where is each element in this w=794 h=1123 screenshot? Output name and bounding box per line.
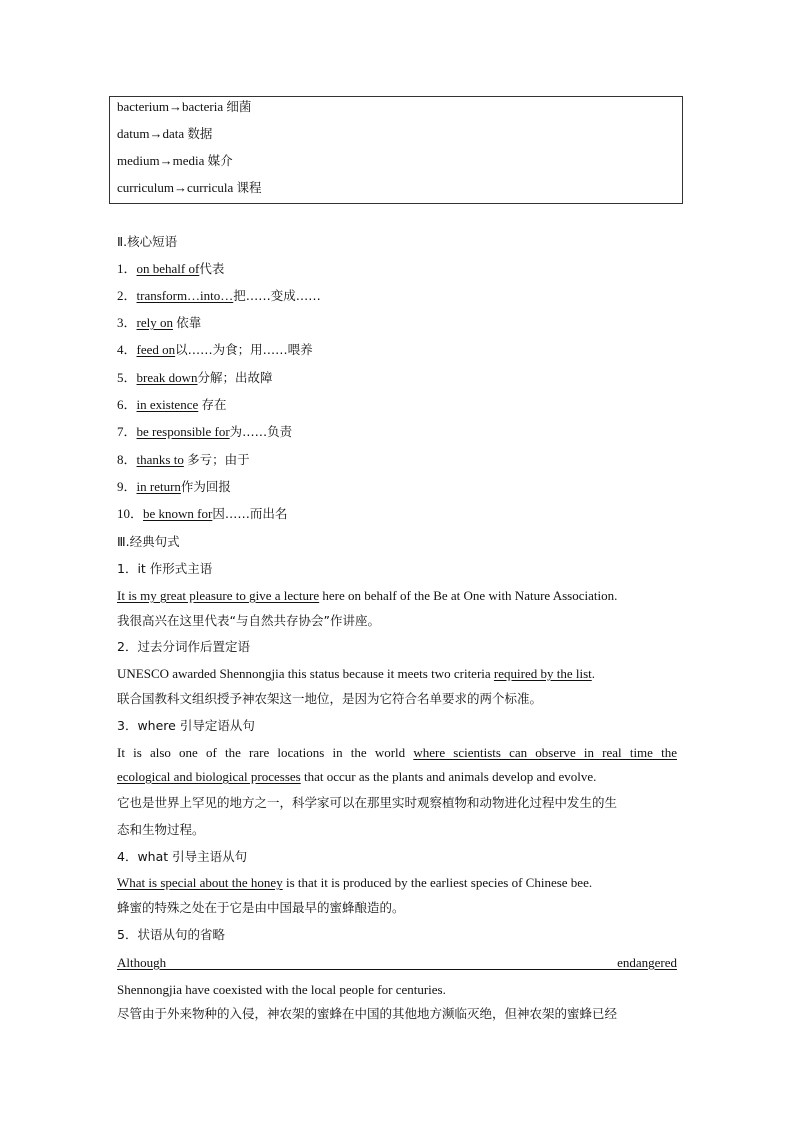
phrase-number: 4． xyxy=(117,342,137,357)
sentence-text: here on behalf of the Be at One with Nature Association. xyxy=(319,588,618,603)
vocab-cn: 细菌 xyxy=(226,99,252,114)
vocab-item xyxy=(117,178,262,198)
sentence-underlined: ecological and biological processes xyxy=(117,769,301,784)
phrase-en: transform…into… xyxy=(136,288,234,303)
sentence-underlined: where scientists can observe in real time the xyxy=(413,745,677,760)
phrase-en: be known for xyxy=(143,506,213,521)
vocab-en: curriculum→curricula xyxy=(117,180,234,195)
phrase-item xyxy=(117,259,224,279)
vocab-en: datum→data xyxy=(117,126,185,141)
sentence-underlined: required by the list xyxy=(493,666,592,681)
sentence-chinese: 尽管由于外来物种的入侵，神农架的蜜蜂在中国的其他地方濒临灭绝，但神农架的蜜蜂已经 xyxy=(117,1006,618,1021)
vocab-item xyxy=(117,151,233,171)
vocab-item xyxy=(117,97,251,117)
sentence-chinese: 它也是世界上罕见的地方之一，科学家可以在那里实时观察植物和动物进化过程中发生的生 xyxy=(117,795,618,810)
phrase-cn: 存在 xyxy=(201,397,227,412)
phrase-en: thanks to xyxy=(136,452,184,467)
phrase-en: break down xyxy=(136,370,198,385)
phrase-en: feed on xyxy=(136,342,176,357)
phrase-item xyxy=(117,422,292,442)
phrase-cn: 把……变成…… xyxy=(233,288,321,303)
phrase-cn: 代表 xyxy=(199,261,225,276)
sentence-chinese: 联合国教科文组织授予神农架这一地位，是因为它符合名单要求的两个标准。 xyxy=(117,691,543,706)
sentence-title: 5．状语从句的省略 xyxy=(117,927,225,942)
vocab-cn: 课程 xyxy=(236,180,262,195)
sentence-underlined: Although endangered xyxy=(117,955,677,970)
phrase-en: in existence xyxy=(136,397,199,412)
phrase-en: on behalf of xyxy=(136,261,200,276)
phrase-cn: 因……而出名 xyxy=(212,506,288,521)
sentence-title: 1．it 作形式主语 xyxy=(117,561,213,576)
phrase-item xyxy=(117,313,201,333)
sentence-text: is that it is produced by the earliest species of Chinese bee. xyxy=(282,875,593,890)
sentence-underlined: It is my great pleasure to give a lecture xyxy=(117,588,320,603)
sentence-chinese: 蜂蜜的特殊之处在于它是由中国最早的蜜蜂酿造的。 xyxy=(117,900,405,915)
phrase-cn: 作为回报 xyxy=(180,479,231,494)
phrase-item xyxy=(117,504,287,524)
sentence-underlined: What is special about the honey xyxy=(117,875,283,890)
phrase-item xyxy=(117,368,273,388)
sentence-english xyxy=(117,767,596,787)
sentence-english xyxy=(117,873,592,893)
phrase-cn: 为……负责 xyxy=(229,424,293,439)
sentence-english xyxy=(117,664,595,684)
phrase-number: 6． xyxy=(117,397,137,412)
vocab-cn: 数据 xyxy=(187,126,213,141)
sentence-text: UNESCO awarded Shennongjia this status because it meets two criteria xyxy=(117,666,494,681)
sentence-text: that occur as the plants and animals develop and evolve. xyxy=(300,769,597,784)
sentence-text: . xyxy=(591,666,596,681)
phrase-item xyxy=(117,477,231,497)
sentence-english xyxy=(117,586,617,606)
vocab-en: medium→media xyxy=(117,153,205,168)
phrase-number: 7． xyxy=(117,424,137,439)
sentence-chinese: 我很高兴在这里代表“与自然共存协会”作讲座。 xyxy=(117,613,380,628)
phrases-heading: Ⅱ.核心短语 xyxy=(117,234,178,249)
phrase-number: 1． xyxy=(117,261,137,276)
phrase-number: 2． xyxy=(117,288,137,303)
vocab-cn: 媒介 xyxy=(207,153,233,168)
sentence-english: Shennongjia have coexisted with the local people for centuries. xyxy=(117,982,446,997)
vocab-item xyxy=(117,124,212,144)
phrase-item xyxy=(117,340,313,360)
sentence-text: It is also one of the rare locations in the world xyxy=(117,745,414,760)
phrase-en: in return xyxy=(136,479,181,494)
phrase-item xyxy=(117,395,227,415)
phrase-item xyxy=(117,450,250,470)
phrase-number: 10． xyxy=(117,506,144,521)
sentence-title: 3．where 引导定语从句 xyxy=(117,718,255,733)
sentence-chinese: 态和生物过程。 xyxy=(117,822,205,837)
phrase-cn: 依靠 xyxy=(176,315,202,330)
phrase-item xyxy=(117,286,321,306)
phrase-cn: 分解；出故障 xyxy=(197,370,273,385)
vocabulary-box xyxy=(109,96,683,204)
phrase-cn: 以……为食；用……喂养 xyxy=(175,342,313,357)
sentence-english xyxy=(117,953,677,973)
phrase-number: 5． xyxy=(117,370,137,385)
sentences-heading: Ⅲ.经典句式 xyxy=(117,534,180,549)
phrase-cn: 多亏；由于 xyxy=(187,452,250,467)
sentence-title: 4．what 引导主语从句 xyxy=(117,849,248,864)
phrase-number: 9． xyxy=(117,479,137,494)
phrase-number: 3． xyxy=(117,315,137,330)
sentence-title: 2．过去分词作后置定语 xyxy=(117,639,250,654)
vocab-en: bacterium→bacteria xyxy=(117,99,224,114)
phrase-en: rely on xyxy=(136,315,173,330)
phrase-en: be responsible for xyxy=(136,424,230,439)
sentence-english xyxy=(117,743,677,763)
phrase-number: 8． xyxy=(117,452,137,467)
